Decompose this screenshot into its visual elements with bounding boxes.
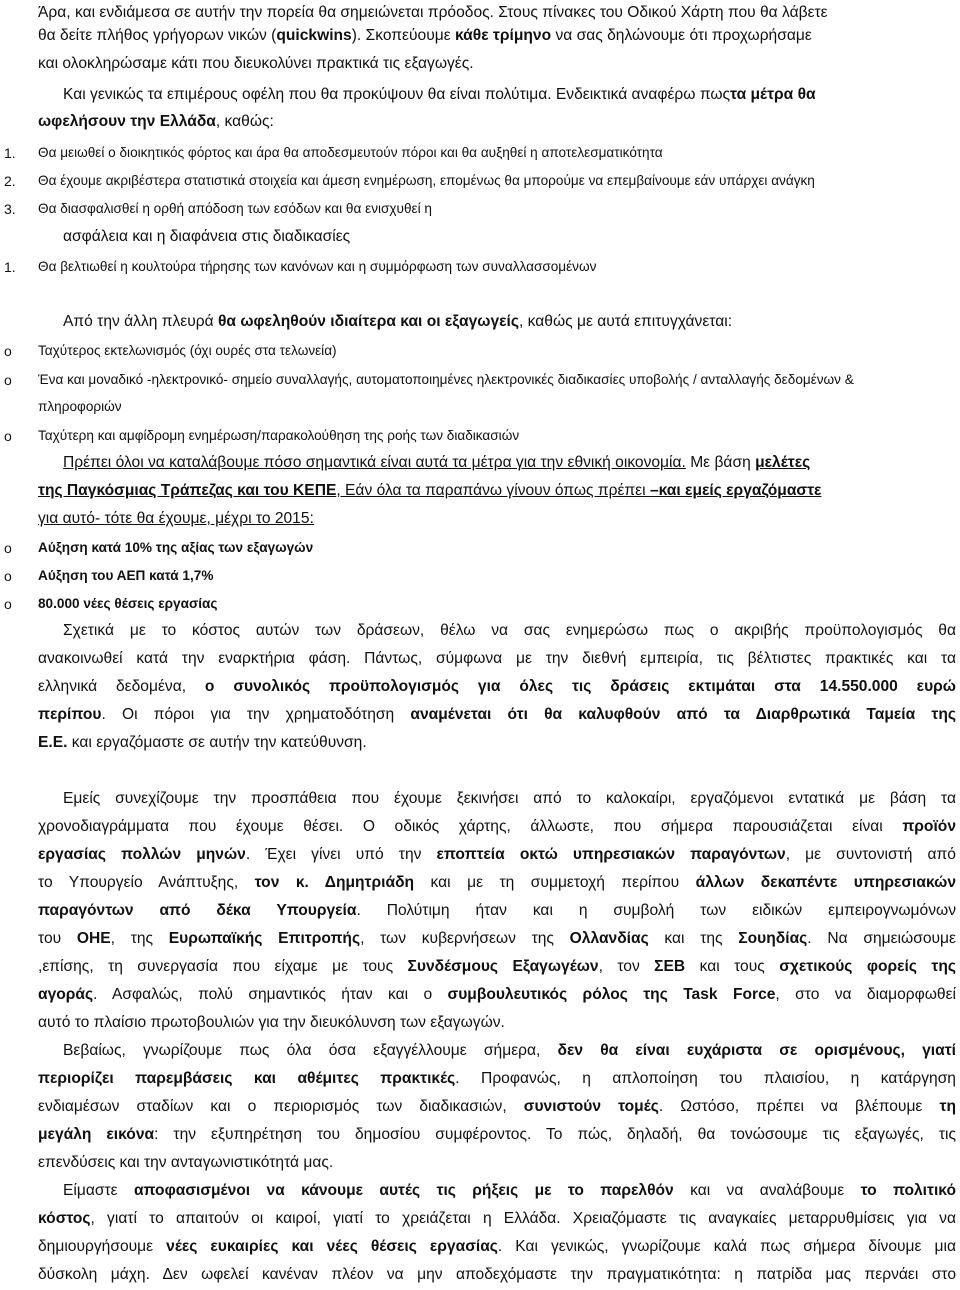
- effort-line-6: του ΟΗΕ, της Ευρωπαϊκής Επιτροπής, των κυβερνήσεων της Ολλανδίας και της Σουηδίας. Να σημειώσουμε: [38, 930, 956, 947]
- list-number: 3.: [4, 201, 16, 217]
- cost-line-4: περίπου. Οι πόροι για την χρηματοδότηση αναμένεται ότι θα καλυφθούν από τα Διαρθρωτικά Ταμεία της: [38, 706, 956, 723]
- understand-line-1: Πρέπει όλοι να καταλάβουμε πόσο σημαντικά είναι αυτά τα μέτρα για την εθνική οικονομία. Με βάση μελέτες: [63, 454, 811, 471]
- list-item: ασφάλεια και η διαφάνεια στις διαδικασίες: [63, 228, 351, 245]
- determined-line-3: δημιουργήσουμε νέες ευκαιρίες και νέες θέσεις εργασίας. Και γενικώς, γνωρίζουμε καλά πως σήμερα δίνουμε μια: [38, 1238, 956, 1255]
- effort-line-7: ,επίσης, τη συνεργασία που είχαμε με τους Συνδέσμους Εξαγωγέων, τον ΣΕΒ και τους σχετικούς φορείς της: [38, 958, 956, 975]
- bullet-item-continued: πληροφοριών: [38, 399, 122, 414]
- intro-line-1: Άρα, και ενδιάμεσα σε αυτήν την πορεία θα σημειώνεται πρόοδος. Στους πίνακες του Οδικού Χάρτη που θα λάβετε: [38, 4, 828, 21]
- intro-line-5: ωφελήσουν την Ελλάδα, καθώς:: [38, 113, 274, 130]
- sure-line-4: μεγάλη εικόνα: την εξυπηρέτηση του δημοσίου συμφέροντος. Το πώς, δηλαδή, θα τονώσουμε τις εξαγωγές, τις: [38, 1126, 956, 1143]
- list-item: Θα μειωθεί ο διοικητικός φόρτος και άρα θα αποδεσμευτούν πόροι και θα αυξηθεί η αποτελεσματικότητα: [38, 145, 663, 160]
- determined-line-4: δύσκολη μάχη. Δεν ωφελεί κανέναν πλέον να μην αποδεχόμαστε την πραγματικότητα: η πατρίδα μας περνάει στο: [38, 1266, 956, 1283]
- cost-line-1: Σχετικά με το κόστος αυτών των δράσεων, θέλω να σας ενημερώσω πως ο ακριβής προϋπολογισμός θα: [63, 622, 956, 639]
- sure-line-2: περιορίζει παρεμβάσεις και αθέμιτες πρακτικές. Προφανώς, η απλοποίηση του πλαισίου, η κατάργηση: [38, 1070, 956, 1087]
- bullet-marker: o: [4, 568, 12, 584]
- bullet-item: Αύξηση κατά 10% της αξίας των εξαγωγών: [38, 540, 314, 555]
- cost-line-5: Ε.Ε. και εργαζόμαστε σε αυτήν την κατεύθυνση.: [38, 734, 367, 751]
- bullet-marker: o: [4, 343, 12, 359]
- determined-line-1: Είμαστε αποφασισμένοι να κάνουμε αυτές τις ρήξεις με το παρελθόν και να αναλάβουμε το πολιτικό: [63, 1182, 956, 1199]
- intro-line-2: θα δείτε πλήθος γρήγορων νικών (quickwins). Σκοπεύουμε κάθε τρίμηνο να σας δηλώνουμε ότι προχωρήσαμε: [38, 27, 812, 44]
- effort-line-1: Εμείς συνεχίζουμε την προσπάθεια που έχουμε ξεκινήσει από το καλοκαίρι, εργαζόμενοι εντατικά με βάση τα: [63, 790, 956, 807]
- determined-line-2: κόστος, γιατί το απαιτούν οι καιροί, γιατί το χρειάζεται η Ελλάδα. Χρειαζόμαστε τις αναγκαίες μεταρρυθμίσεις για να: [38, 1210, 956, 1227]
- list-number: 1.: [4, 145, 16, 161]
- effort-line-5: παραγόντων από δέκα Υπουργεία. Πολύτιμη ήταν και η συμβολή των ειδικών εμπειρογνωμόνων: [38, 902, 956, 919]
- cost-line-3: ελληνικά δεδομένα, ο συνολικός προϋπολογισμός για όλες τις δράσεις εκτιμάται στα 14.550.000 ευρώ: [38, 678, 956, 695]
- effort-line-9: αυτό το πλαίσιο πρωτοβουλιών για την διευκόλυνση των εξαγωγών.: [38, 1014, 505, 1031]
- effort-line-3: εργασίας πολλών μηνών. Έχει γίνει υπό την εποπτεία οκτώ υπηρεσιακών παραγόντων, με συντονιστή από: [38, 846, 956, 863]
- sure-line-1: Βεβαίως, γνωρίζουμε πως όλα όσα εξαγγέλλουμε σήμερα, δεν θα είναι ευχάριστα σε ορισμένους, γιατί: [63, 1042, 956, 1059]
- bullet-item: Αύξηση του ΑΕΠ κατά 1,7%: [38, 568, 214, 583]
- bullet-item: 80.000 νέες θέσεις εργασίας: [38, 596, 218, 611]
- bullet-marker: o: [4, 540, 12, 556]
- sure-line-5: επενδύσεις και την ανταγωνιστικότητά μας.: [38, 1154, 334, 1171]
- list-item: Θα διασφαλισθεί η ορθή απόδοση των εσόδων και θα ενισχυθεί η: [38, 201, 432, 216]
- understand-line-2: της Παγκόσμιας Τράπεζας και του ΚΕΠΕ, Εάν όλα τα παραπάνω γίνουν όπως πρέπει –και εμείς εργαζόμαστε: [38, 482, 822, 499]
- list-number: 1.: [4, 259, 16, 275]
- bullet-marker: o: [4, 596, 12, 612]
- bullet-marker: o: [4, 428, 12, 444]
- exporters-line: Από την άλλη πλευρά θα ωφεληθούν ιδιαίτερα και οι εξαγωγείς, καθώς με αυτά επιτυγχάνεται:: [63, 313, 733, 330]
- list-item: Θα βελτιωθεί η κουλτούρα τήρησης των κανόνων και η συμμόρφωση των συναλλασσομένων: [38, 259, 597, 274]
- bullet-marker: o: [4, 372, 12, 388]
- list-number: 2.: [4, 173, 16, 189]
- understand-line-3: για αυτό- τότε θα έχουμε, μέχρι το 2015:: [38, 510, 314, 527]
- list-item: Θα έχουμε ακριβέστερα στατιστικά στοιχεία και άμεση ενημέρωση, επομένως θα μπορούμε να επεμβαίνουμε εάν υπάρχει ανάγκη: [38, 173, 815, 188]
- bullet-item: Ένα και μοναδικό -ηλεκτρονικό- σημείο συναλλαγής, αυτοματοποιημένες ηλεκτρονικές διαδικασίες υποβολής / ανταλλαγής δεδομένων &: [38, 372, 854, 387]
- cost-line-2: ανακοινωθεί κατά την εναρκτήρια φάση. Πάντως, σύμφωνα με την διεθνή εμπειρία, τις βέλτιστες πρακτικές και τα: [38, 650, 956, 667]
- effort-line-4: το Υπουργείο Ανάπτυξης, τον κ. Δημητριάδη και με τη συμμετοχή περίπου άλλων δεκαπέντε υπηρεσιακών: [38, 874, 957, 891]
- bullet-item: Ταχύτερος εκτελωνισμός (όχι ουρές στα τελωνεία): [38, 343, 337, 358]
- intro-line-4: Και γενικώς τα επιμέρους οφέλη που θα προκύψουν θα είναι πολύτιμα. Ενδεικτικά αναφέρω πωςτα μέτρα θα: [63, 86, 816, 103]
- intro-line-3: και ολοκληρώσαμε κάτι που διευκολύνει πρακτικά τις εξαγωγές.: [38, 55, 474, 72]
- effort-line-2: χρονοδιαγράμματα που έχουμε θέσει. Ο οδικός χάρτης, άλλωστε, που σήμερα παρουσιάζεται είναι προϊόν: [38, 818, 956, 835]
- effort-line-8: αγοράς. Ασφαλώς, πολύ σημαντικός ήταν και ο συμβουλευτικός ρόλος της Task Force, στο να διαμορφωθεί: [38, 986, 956, 1003]
- sure-line-3: ενδιαμέσων σταδίων και ο περιορισμός των διαδικασιών, συνιστούν τομές. Ωστόσο, πρέπει να βλέπουμε τη: [38, 1098, 956, 1115]
- bullet-item: Ταχύτερη και αμφίδρομη ενημέρωση/παρακολούθηση της ροής των διαδικασιών: [38, 428, 520, 443]
